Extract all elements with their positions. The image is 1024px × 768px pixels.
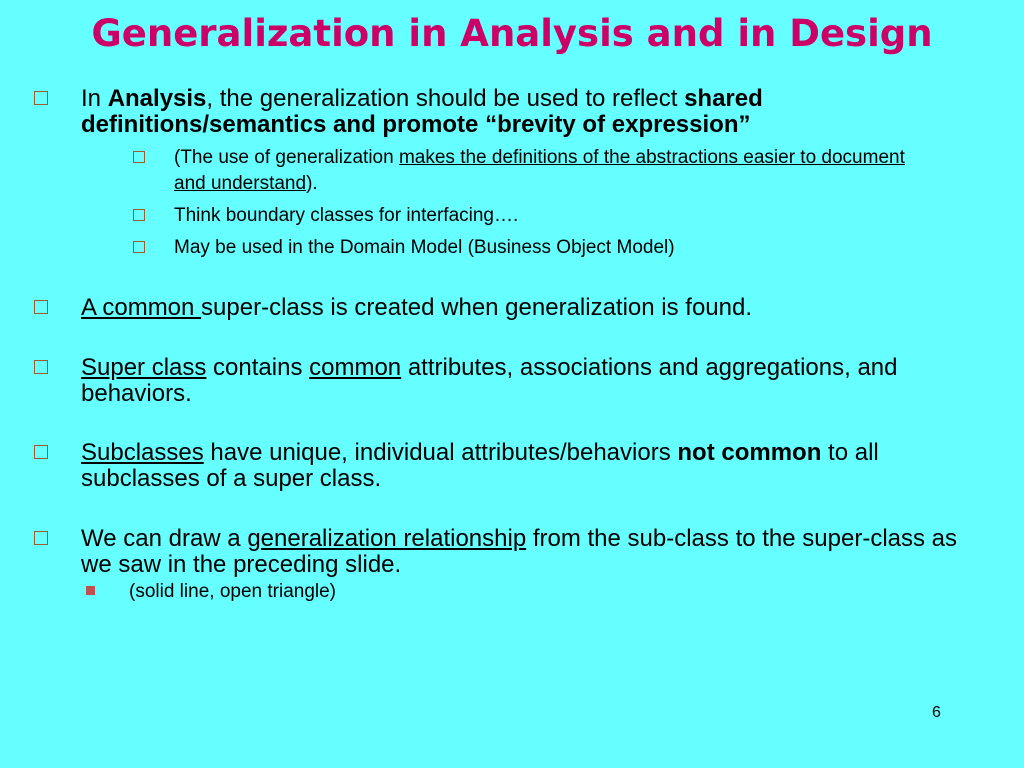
sub-bullet-text: (The use of generalization makes the definitions of the abstractions easier to document and understand). [174, 147, 905, 194]
hollow-square-bullet-icon [34, 531, 48, 545]
sub-bullet-solid-line [86, 580, 886, 604]
bullet-subclasses [34, 440, 964, 492]
sub-bullet-text: Think boundary classes for interfacing…. [174, 205, 519, 226]
bullet-common-superclass [34, 295, 964, 321]
slide-title: Generalization in Analysis and in Design [91, 12, 933, 55]
page-number: 6 [932, 704, 941, 721]
bullet-text: We can draw a generalization relationship from the sub-class to the super-class as we saw in the preceding slide. [81, 525, 958, 578]
hollow-square-bullet-icon [133, 209, 145, 221]
bullet-analysis [34, 86, 964, 138]
hollow-square-bullet-icon [34, 300, 48, 314]
bullet-text: Subclasses have unique, individual attributes/behaviors not common to all subclasses of a super class. [81, 439, 879, 492]
hollow-square-bullet-icon [34, 445, 48, 459]
sub-bullet-definitions [133, 145, 933, 197]
sub-bullet-domain-model [133, 235, 933, 261]
bullet-text: A common super-class is created when generalization is found. [81, 294, 753, 321]
hollow-square-bullet-icon [133, 241, 145, 253]
filled-square-bullet-icon [86, 586, 95, 595]
hollow-square-bullet-icon [133, 151, 145, 163]
hollow-square-bullet-icon [34, 360, 48, 374]
bullet-generalization-relationship [34, 526, 964, 578]
sub-bullet-boundary-classes [133, 203, 933, 229]
bullet-text: Super class contains common attributes, associations and aggregations, and behaviors. [81, 354, 898, 407]
hollow-square-bullet-icon [34, 91, 48, 105]
sub-bullet-text: (solid line, open triangle) [129, 581, 337, 602]
sub-bullet-text: May be used in the Domain Model (Business Object Model) [174, 237, 675, 258]
bullet-super-class [34, 355, 964, 407]
bullet-text: In Analysis, the generalization should be used to reflect shared definitions/semantics and promote “brevity of expression” [81, 85, 763, 138]
